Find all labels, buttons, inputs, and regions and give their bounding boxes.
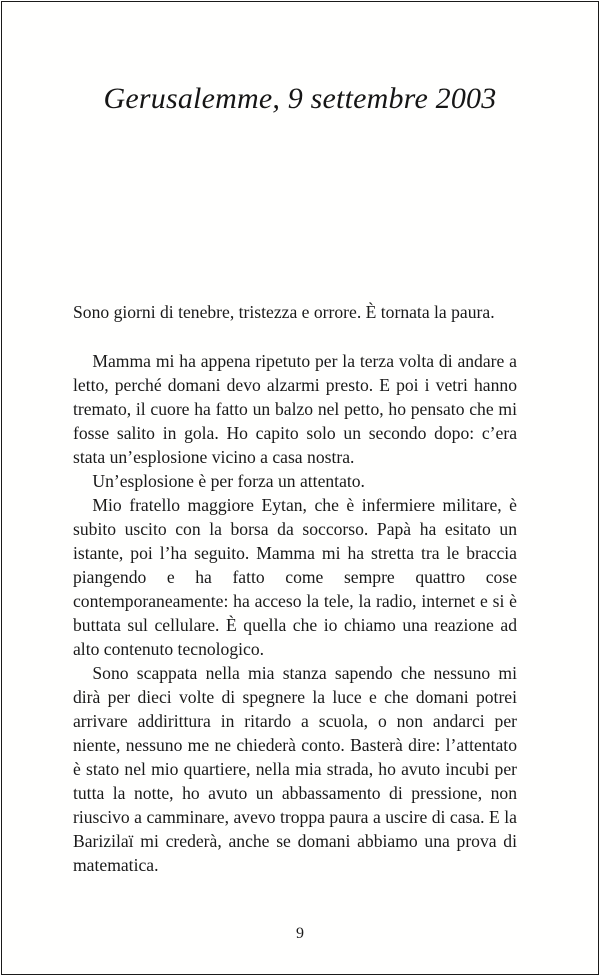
paragraph-5: Sono scappata nella mia stanza sapendo che nessuno mi dirà per dieci volte di spegnere la luce e che domani potrei arrivare addirittura in ritardo a scuola, o non andarci per niente, nessuno me ne chiederà conto. Basterà dire: l’attentato è stato nel mio quartiere, nella mia strada, ho avuto incubi per tutta la notte, ho avuto un abbassamento di pressione, non riuscivo a camminare, avevo troppa paura a uscire di casa. E la Barizilaï mi crederà, anche se domani abbiamo una prova di matematica. <box>73 663 517 875</box>
paragraph-3: Un’esplosione è per forza un attentato. <box>92 471 365 491</box>
page-number: 9 <box>296 925 304 942</box>
body-text <box>73 300 517 877</box>
paragraph-1: Sono giorni di tenebre, tristezza e orrore. È tornata la paura. <box>73 302 495 322</box>
paragraph-gap <box>73 324 517 349</box>
paragraph-2: Mamma mi ha appena ripetuto per la terza volta di andare a letto, perché domani devo alzarmi presto. E poi i vetri hanno tremato, il cuore ha fatto un balzo nel petto, ho pensato che mi fosse salito in gola. Ho capito solo un secondo dopo: c’era stata un’esplosione vicino a casa nostra. <box>73 351 517 467</box>
chapter-heading: Gerusalemme, 9 settembre 2003 <box>103 82 497 115</box>
paragraph-4: Mio fratello maggiore Eytan, che è infermiere militare, è subito uscito con la borsa da soccorso. Papà ha esitato un istante, poi l’ha seguito. Mamma mi ha stretta tra le braccia piangendo e ha fatto come sempre quattro cose contemporaneamente: ha acceso la tele, la radio, internet e si è buttata sul cellulare. È quella che io chiamo una reazione ad alto contenuto tecnologico. <box>73 495 517 659</box>
book-page <box>1 1 599 975</box>
